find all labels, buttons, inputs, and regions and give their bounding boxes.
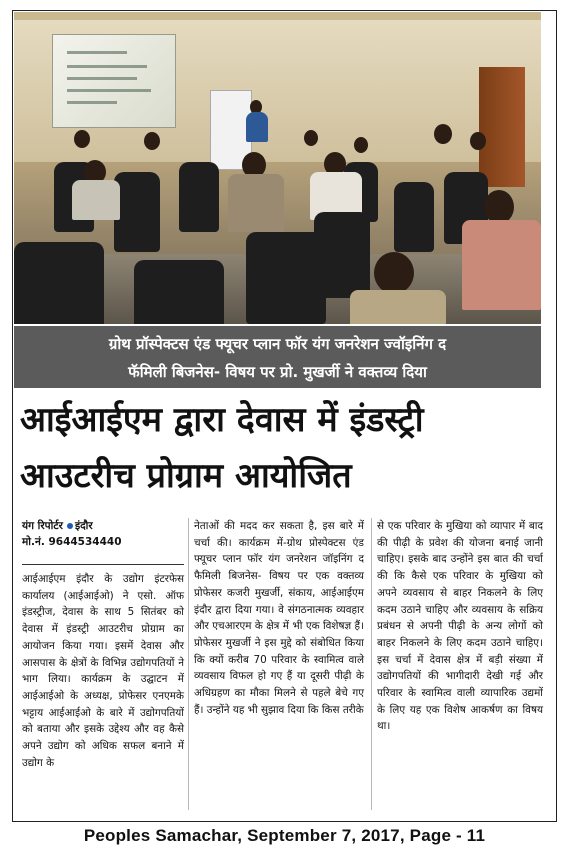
byline-city: इंदौर <box>74 520 93 532</box>
byline-divider <box>22 564 184 565</box>
caption-line-2: फॅमिली बिजनेस- विषय पर प्रो. मुखर्जी ने वक्तव्य दिया <box>128 363 427 381</box>
article-text-col-3: से एक परिवार के मुखिया को व्यापार में बाद की पीढ़ी के प्रवेश की योजना बनाई जानी चाहिए। इसके बाद उन्होंने इस बात की चर्चा की कि कैसे एक परिवार के मुखिया को अपने व्यवसाय से बाहर निकलने के लिए कदम उठाने चाहिए और व्यवसाय के सक्रिय प्रबंधन से अपनी पीढ़ी के अन्य लोगों को बाहर निकलने के लिए कदम उठाने चाहिए। इस चर्चा में देवास क्षेत्र में बड़ी संख्या में उद्योगपतियों की भागीदारी देखी गई और परिवार के स्वामित्व वाली व्यापारिक उद्यमों के लिए यह एक विशेष आकर्षण का विषय था। <box>377 520 543 733</box>
photo-caption <box>14 326 541 388</box>
byline <box>22 518 184 550</box>
wooden-door <box>479 67 525 187</box>
city-dot-icon <box>67 523 73 529</box>
byline-reporter: यंग रिपोर्टर <box>22 520 63 532</box>
article-column-2 <box>194 518 364 718</box>
article-body <box>22 518 542 818</box>
caption-line-1: ग्रोथ प्रॉस्पेक्टस एंड फ्यूचर प्लान फॉर यंग जनरेशन ज्वॉइनिंग द <box>108 335 447 353</box>
column-rule-1 <box>188 518 189 810</box>
article-column-3 <box>377 518 543 735</box>
article-text-col-2: नेताओं की मदद कर सकता है, इस बारे में चर्चा की। कार्यक्रम में-ग्रोथ प्रोस्पेक्टस एंड फ्यूचर प्लान फॉर यंग जनरेशन जॉइनिंग द फैमिली बिजनेस- विषय पर एक वक्तव्य प्रोफेसर कजरी मुखर्जी, संकाय, आईआईएम इंदौर द्वारा दिया गया। वे संगठनात्मक व्यवहार और एचआरएम के क्षेत्र में भी एक विशेषज्ञ हैं। प्रोफेसर मुखर्जी ने इस मुद्दे को संबोधित किया कि क्यों करीब 70 परिवार के स्वामित्व वाले व्यवसाय विफल हो गए हैं या दूसरी पीढ़ी के अधिग्रहण का मौका मिलने से पहले बेचे गए हैं। उन्होंने यह भी सुझाव दिया कि किस तरीके <box>194 520 364 716</box>
article-text-col-1: आईआईएम इंदौर के उद्योग इंटरफेस कार्यालय (आईआईओ) ने एसो. ऑफ इंडस्ट्रीज, देवास के साथ 5 सितंबर को देवास में इंडस्ट्री आउटरीच प्रोग्राम का आयोजन किया गया। इसमें देवास और आसपास के क्षेत्रों के विभिन्न उद्योगपतियों ने भाग लिया। कार्यक्रम के उद्घाटन में आईआईओ के अध्यक्ष, प्रोफेसर एनएमके भट्टाय आईआईओ के बारे में उद्योगपतियों को बताया और इसके उद्देश्य और वह कैसे अपने उद्योग को अधिक सफल बनाने में उद्योग के <box>22 573 184 769</box>
event-photo <box>14 12 541 324</box>
source-footer: Peoples Samachar, September 7, 2017, Page - 11 <box>83 826 486 845</box>
projector-screen <box>52 34 176 128</box>
headline-line-1: आईआईएम द्वारा देवास में इंडस्ट्री <box>20 400 424 440</box>
column-rule-2 <box>371 518 372 810</box>
article-column-1 <box>22 518 184 771</box>
photo-ceiling <box>14 12 541 20</box>
headline <box>20 392 540 504</box>
headline-line-2: आउटरीच प्रोग्राम आयोजित <box>20 456 352 496</box>
byline-phone: मो.नं. 9644534440 <box>22 536 122 548</box>
